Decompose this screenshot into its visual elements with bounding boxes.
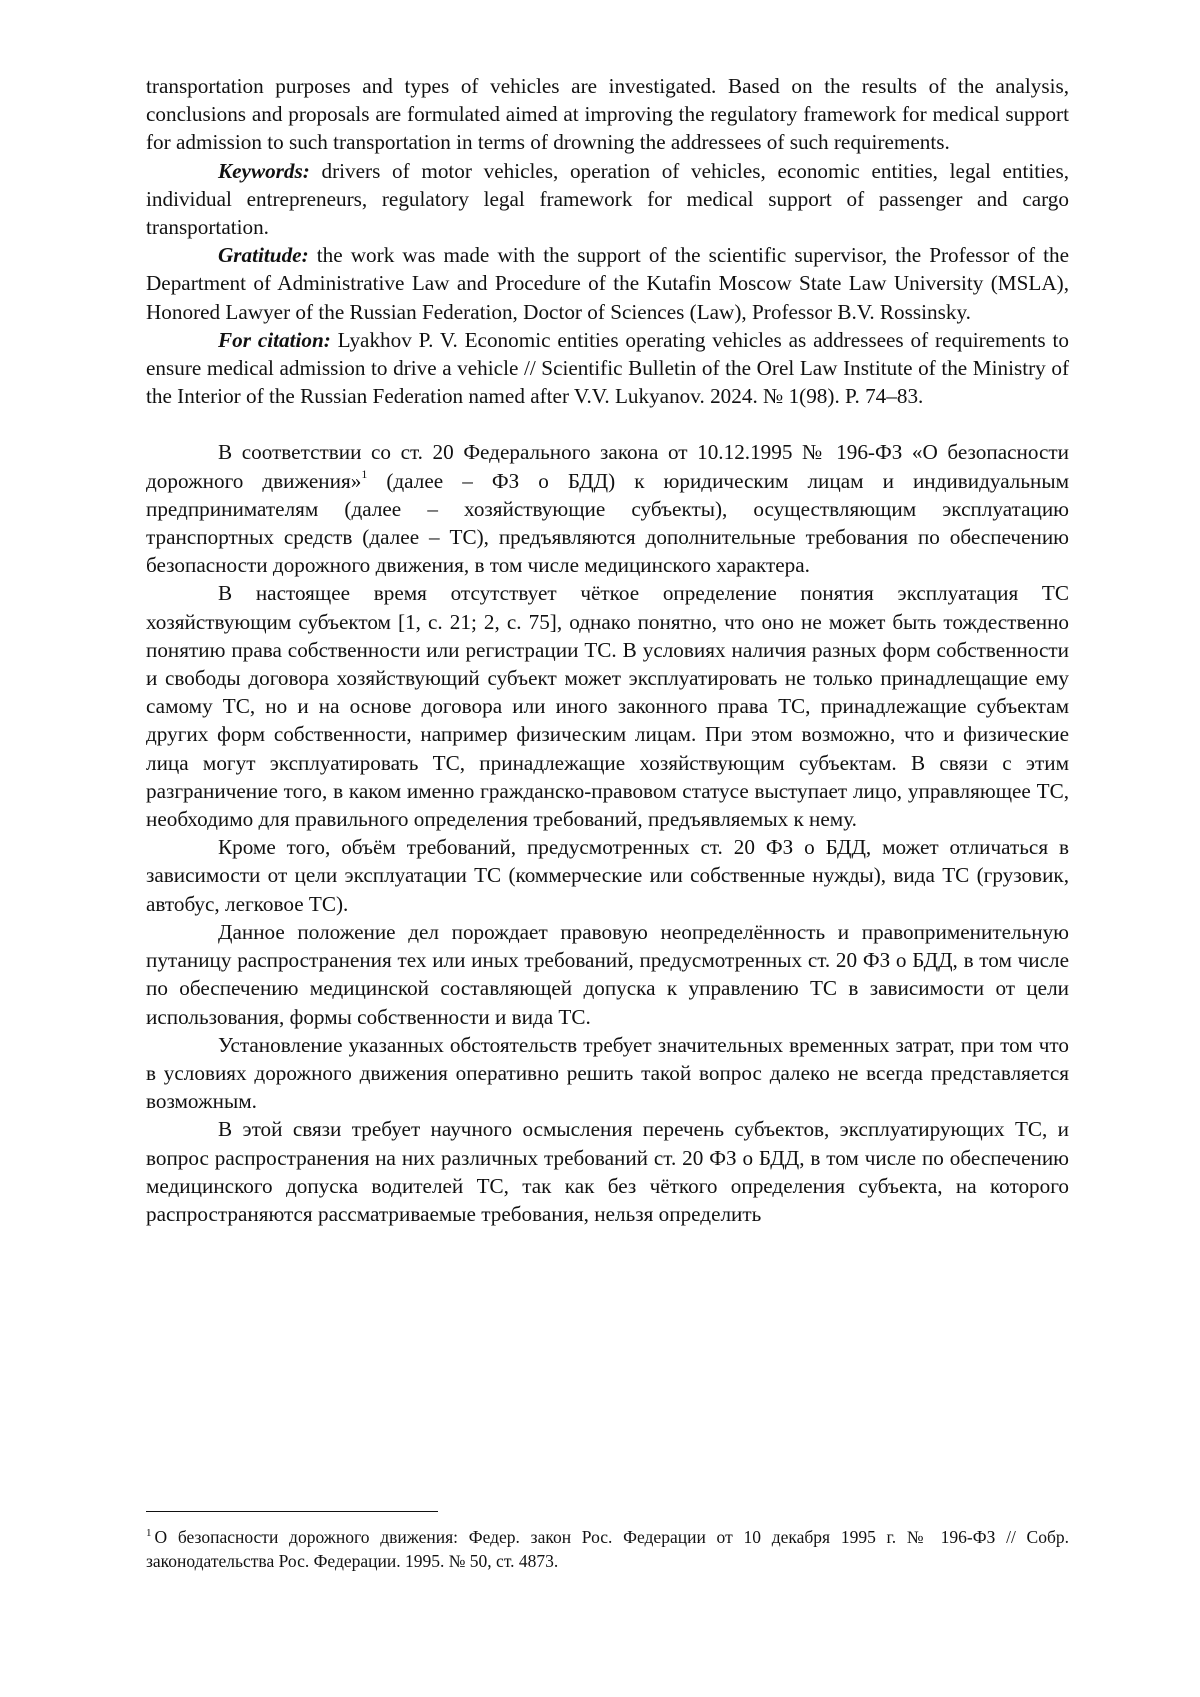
section-gap	[146, 410, 1069, 438]
body-paragraph-1	[146, 438, 1069, 579]
body-paragraph-2: В настоящее время отсутствует чёткое определение понятия эксплуатация ТС хозяйствующим субъектом [1, с. 21; 2, с. 75], однако понятно, что оно не может быть тождественно понятию права собственности или регистрации ТС. В условиях наличия разных форм собственности и свободы договора хозяйствующий субъект может эксплуатировать не только принадлещащие ему самому ТС, но и на основе договора или иного законного права ТС, принадлежащие субъектам других форм собственности, например физическим лицам. При этом возможно, что и физические лица могут эксплуатировать ТС, принадлежащие хозяйствующим субъектам. В связи с этим разграничение того, в каком именно гражданско-правовом статусе выступает лицо, управляющее ТС, необходимо для правильного определения требований, предъявляемых к нему.	[146, 581, 1069, 832]
gratitude-paragraph	[146, 241, 1069, 326]
footnote-text: О безопасности дорожного движения: Федер. закон Рос. Федерации от 10 декабря 1995 г. № 196-ФЗ // Собр. законодательства Рос. Федерации. 1995. № 50, ст. 4873.	[146, 1527, 1069, 1571]
footnote-mark: 1	[146, 1527, 152, 1539]
citation-text: Lyakhov P. V. Economic entities operating vehicles as addressees of requirements to ensure medical admission to drive a vehicle // Scientific Bulletin of the Orel Law Institute of the Ministry of the Interior of the Russian Federation named after V.V. Lukyanov. 2024. № 1(98). P. 74–83.	[146, 327, 1069, 409]
body-paragraph-5: Установление указанных обстоятельств требует значительных временных затрат, при том что в условиях дорожного движения оперативно решить такой вопрос далеко не всегда представляется возможным.	[146, 1032, 1069, 1114]
citation-label: For citation:	[218, 327, 331, 352]
body-paragraph-1-start: В соответствии со ст. 20 Федерального закона от 10.12.1995 № 196-ФЗ «О безопасности дорожного движения»	[146, 440, 1069, 493]
abstract-tail: transportation purposes and types of vehicles are investigated. Based on the results of the analysis, conclusions and proposals are formulated aimed at improving the regulatory framework for medical support for admission to such transportation in terms of drowning the addressees of such requirements.	[146, 74, 1069, 155]
keywords-label: Keywords:	[218, 158, 310, 183]
footnote-reference[interactable]: 1	[361, 466, 368, 481]
keywords-paragraph	[146, 157, 1069, 242]
body-paragraph-1-end: (далее – ФЗ о БДД) к юридическим лицам и индивидуальным предпринимателям (далее – хозяйствующие субъекты), осуществляющим эксплуатацию транспортных средств (далее – ТС), предъявляются дополнительные требования по обеспечению безопасности дорожного движения, в том числе медицинского характера.	[146, 468, 1069, 578]
page-content	[146, 72, 1069, 1228]
footnote-1	[146, 1526, 1069, 1573]
body-paragraph-6: В этой связи требует научного осмысления перечень субъектов, эксплуатирующих ТС, и вопрос распространения на них различных требований ст. 20 ФЗ о БДД, в том числе по обеспечению медицинского допуска водителей ТС, так как без чёткого определения субъекта, на которого распространяются рассматриваемые требования, нельзя определить	[146, 1117, 1069, 1226]
gratitude-text: the work was made with the support of the scientific supervisor, the Professor of the Department of Administrative Law and Procedure of the Kutafin Moscow State Law University (MSLA), Honored Lawyer of the Russian Federation, Doctor of Sciences (Law), Professor B.V. Rossinsky.	[146, 243, 1069, 324]
footnote-area	[146, 1511, 1069, 1573]
footnote-separator	[146, 1511, 438, 1512]
gratitude-label: Gratitude:	[218, 243, 309, 268]
citation-paragraph	[146, 326, 1069, 411]
keywords-text: drivers of motor vehicles, operation of vehicles, economic entities, legal entities, individual entrepreneurs, regulatory legal framework for medical support of passenger and cargo transportation.	[146, 158, 1069, 240]
body-paragraph-4: Данное положение дел порождает правовую неопределённость и правоприменительную путаницу распространения тех или иных требований, предусмотренных ст. 20 ФЗ о БДД, в том числе по обеспечению медицинской составляющей допуска к управлению ТС в зависимости от цели использования, формы собственности и вида ТС.	[146, 919, 1069, 1029]
body-paragraph-3: Кроме того, объём требований, предусмотренных ст. 20 ФЗ о БДД, может отличаться в зависимости от цели эксплуатации ТС (коммерческие или собственные нужды), вида ТС (грузовик, автобус, легковое ТС).	[146, 835, 1069, 916]
